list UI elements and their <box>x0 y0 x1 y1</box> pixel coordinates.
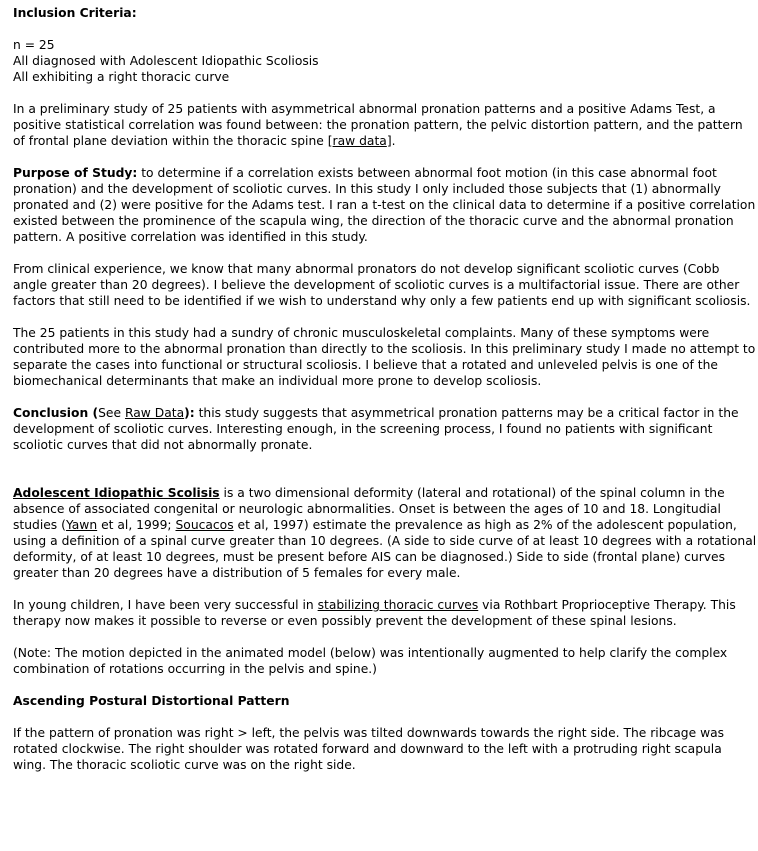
soucacos-link[interactable]: Soucacos <box>175 518 234 532</box>
raw-data-link-2[interactable]: Raw Data <box>124 406 185 420</box>
inclusion-item: All exhibiting a right thoracic curve <box>13 70 230 84</box>
patients-paragraph: The 25 patients in this study had a sundry of chronic musculoskeletal complaints. Many of these symptoms were contributed more to the abnormal pronation than directly to the scoliosis. In this preliminary study I made no attempt to separate the cases into functional or structural scoliosis. I believe that a rotated and unleveled pelvis is one of the biomechanical determinants that make an individual more prone to develop scoliosis. <box>13 326 756 388</box>
conclusion-paragraph: Conclusion (See Raw Data): this study suggests that asymmetrical pronation patterns may be a critical factor in the development of scoliotic curves. Interesting enough, in the screening process, I found no patients with significant scoliotic curves that did not abnormally pronate. <box>13 406 739 452</box>
ascending-paragraph: If the pattern of pronation was right > left, the pelvis was tilted downwards towards the right side. The ribcage was rotated clockwise. The right shoulder was rotated forward and downward to the left with a protruding right scapula wing. The thoracic scoliotic curve was on the right side. <box>13 726 725 772</box>
preliminary-paragraph: In a preliminary study of 25 patients with asymmetrical abnormal pronation patterns and a positive Adams Test, a positive statistical correlation was found between: the pronation pattern, the pelvic distortion pattern, and the pattern of frontal plane deviation within the thoracic spine [raw data]. <box>13 102 743 148</box>
inclusion-heading: Inclusion Criteria: <box>13 6 137 20</box>
inclusion-item: n = 25 <box>13 38 55 52</box>
raw-data-link[interactable]: raw data <box>332 134 387 148</box>
stabilizing-curves-link[interactable]: stabilizing thoracic curves <box>317 598 479 612</box>
clinical-paragraph: From clinical experience, we know that many abnormal pronators do not develop significant scoliotic curves (Cobb angle greater than 20 degrees). I believe the development of scoliotic curves is a multifactorial issue. There are other factors that still need to be identified if we wish to understand why only a few patients end up with significant scoliosis. <box>13 262 751 308</box>
purpose-paragraph: Purpose of Study: to determine if a correlation exists between abnormal foot motion (in this case abnormal foot pronation) and the development of scoliotic curves. In this study I only included those subjects that (1) abnormally pronated and (2) were positive for the Adams test. I ran a t-test on the clinical data to determine if a positive correlation existed between the prominence of the scapula wing, the direction of the thoracic curve and the abnormal pronation pattern. A positive correlation was identified in this study. <box>13 166 756 244</box>
ais-link[interactable]: Adolescent Idiopathic Scolisis <box>13 486 220 500</box>
ais-paragraph: Adolescent Idiopathic Scolisis is a two dimensional deformity (lateral and rotational) of the spinal column in the absence of associated congenital or neurologic abnormalities. Onset is between the ages of 10 and 18. Longitudial studies (Yawn et al, 1999; Soucacos et al, 1997) estimate the prevalence as high as 2% of the adolescent population, using a definition of a spinal curve greater than 10 degrees. (A side to side curve of at least 10 degrees with a rotational deformity, of at least 10 degrees, must be present before AIS can be diagnosed.) Side to side (frontal plane) curves greater than 20 degrees have a distribution of 5 females for every male. <box>13 486 757 580</box>
note-paragraph: (Note: The motion depicted in the animated model (below) was intentionally augmented to help clarify the complex combination of rotations occurring in the pelvis and spine.) <box>13 646 728 676</box>
children-paragraph: In young children, I have been very successful in stabilizing thoracic curves via Rothbart Proprioceptive Therapy. This therapy now makes it possible to reverse or even possibly prevent the development of these spinal lesions. <box>13 598 736 628</box>
purpose-label: Purpose of Study: <box>13 166 138 180</box>
conclusion-label: Conclusion ( <box>13 406 99 420</box>
inclusion-item: All diagnosed with Adolescent Idiopathic Scoliosis <box>13 54 319 68</box>
ascending-heading: Ascending Postural Distortional Pattern <box>13 694 290 708</box>
yawn-link[interactable]: Yawn <box>65 518 98 532</box>
